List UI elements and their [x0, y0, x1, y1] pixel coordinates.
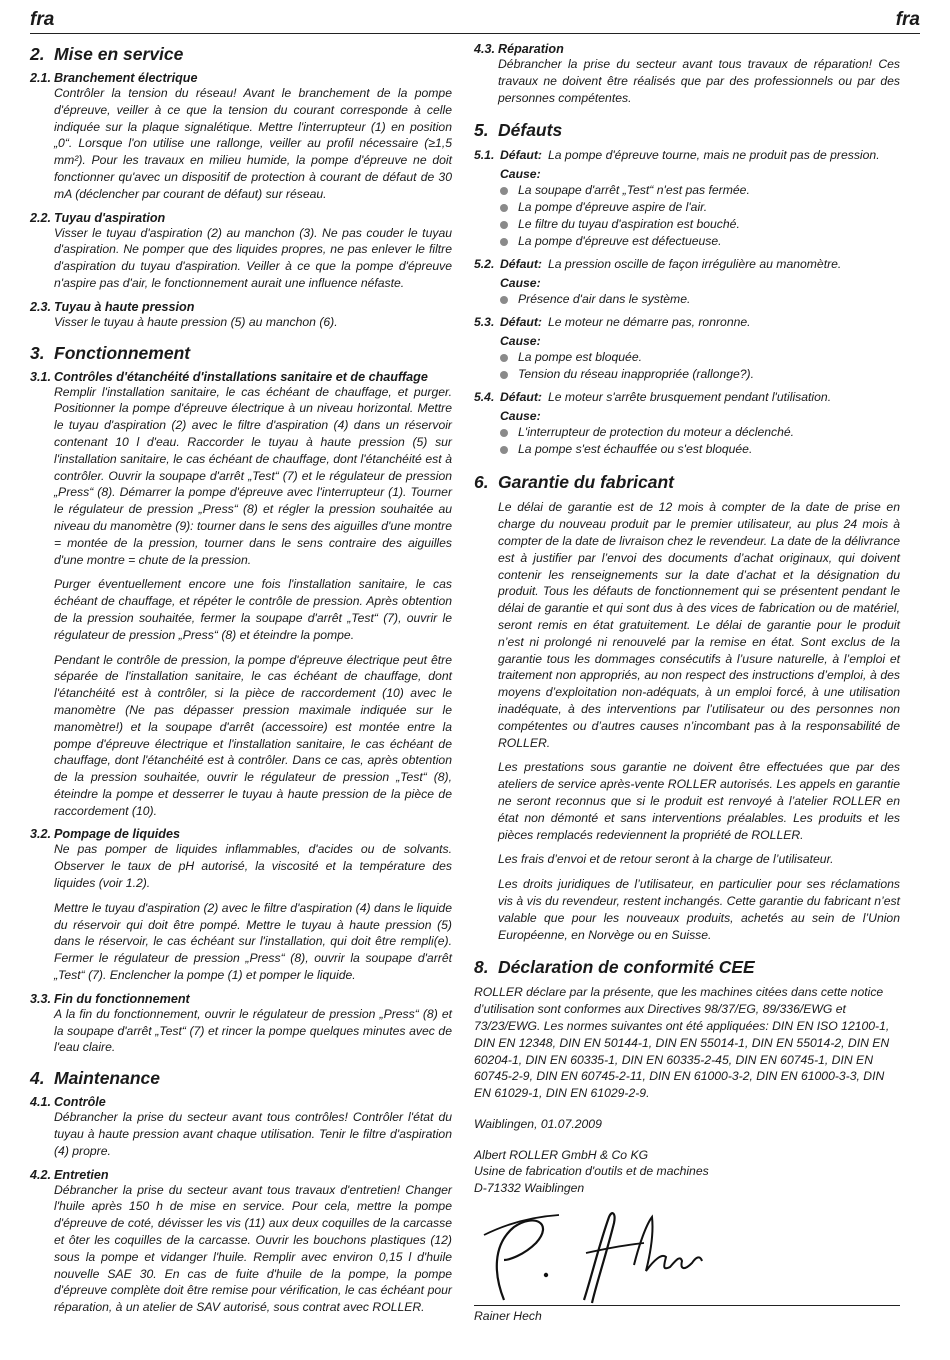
cause-text: La pompe est bloquée. — [518, 350, 642, 365]
section-4-2: 4.2. Entretien Débrancher la prise du secteur avant tous travaux d'entretien! Changer l'huile après 150 h de mise en service. Pour cela, mettre la pompe d'épreuve de coté, dévisser les vis (11) aux deux coquilles de la carcasse et ôter les coquilles de la carcasse. Ouvrir les bouchons plastiques (12) sous la pompe et vidanger l'huile. Remplir avec environ 0,15 l d'huile nouvelle SAE 30. En cas de fuite d'huile de la pompe, la pompe d'épreuve complète doit être remise pour vérification, le cas échéant pour réparation, à un atelier de SAV autorisé, sous contrat avec ROLLER. — [30, 1167, 452, 1315]
section-3-1: 3.1. Contrôles d'étanchéité d'installations sanitaire et de chauffage Remplir l'installation sanitaire, le cas échéant de chauffage, et purger. Positionner la pompe d'épreuve électrique à un niveau horizontal. Mettre le tuyau d'aspiration (2) avec le filtre d'aspiration (4) dans un réservoir contenant 10 l d'eau. Raccorder le tuyau à haute pression (5) sur l'installation sanitaire, le cas échéant de chauffage, dont l'étanchéité est à contrôler. Ouvrir la soupape d'arrêt „Test“ (7) et le régulateur de pression „Press“ (8). Démarrer la pompe d'épreuve avec l'interrupteur (1). Tourner le régulateur de pression „Press“ (8) et régler la pression souhaitée au niveau du manomètre (9): tourner dans le sens des aiguilles d'une montre = montée de la pression, tourner dans le sens contraire des aiguilles d'une montre = chute de la pression. Purger éventuellement encore une fois l'installation sanitaire, le cas échéant de chauffage, et répéter le contrôle de pression. Après obtention de la pression souhaitée, fermer la soupape d'arrêt „Test“ (7), ouvrir le régulateur de pression „Press“ (8) et éteindre la pompe. Pendant le contrôle de pression, la pompe d'épreuve électrique peut être séparée de l'installation sanitaire, le cas échéant de chauffage, dont l'étanchéité est à contrôler, si la pièce de raccordement (10) avec le manomètre (Ne pas dépasser pression maximale indiquée sur le manomètre!) et la soupape d'arrêt (accessoire) est montée entre la pompe d'épreuve électrique et l'installation sanitaire, le cas échéant de chauffage, dont l'étanchéité est à contrôler. Dans ce cas, après obtention de la pression souhaitée, ouvrir le régulateur de pression „Test“ (8), éteindre la pompe et desserrer le tuyau à haute pression de la pièce de raccordement (10). — [30, 369, 452, 818]
cause-item — [500, 349, 900, 366]
cause-text: L'interrupteur de protection du moteur a déclenché. — [518, 425, 795, 440]
section-3-2: 3.2. Pompage de liquides Ne pas pomper de liquides inflammables, d'acides ou de solvants. Observer le taux de pH autorisé, la viscosité et la température des liquides (voir 1.2). Mettre le tuyau d'aspiration (2) avec le filtre d'aspiration (4) dans le liquide du réservoir qui doit être pompé. Mettre le tuyau à haute pression (5) dans le réservoir, le cas échéant sur l'installation, qui doit être rempli(e). Fermer le régulateur de pression „Press“ (8), ouvrir la soupape d'arrêt „Test“ (7). Enclencher la pompe (1) et pomper le liquide. — [30, 827, 452, 983]
section-6-para-4: Les droits juridiques de l’utilisateur, en particulier pour ses réclamations vis à vis du revendeur, restent inchangés. Cette garantie du fabricant n’est valable que pour les nouveaux produits, achetés au sein de l’Union Européenne, en Norvège ou en Suisse. — [498, 877, 900, 942]
cause-text: La pompe d'épreuve est défectueuse. — [518, 234, 722, 249]
section-2-1-title: Branchement électrique — [54, 71, 198, 85]
bullet-icon — [500, 238, 508, 246]
fault-number: 5.2. — [474, 257, 495, 272]
fault-number: 5.4. — [474, 390, 495, 405]
cause-label: Cause: — [500, 276, 541, 291]
section-3-1-title: Contrôles d'étanchéité d'installations sanitaire et de chauffage — [54, 369, 428, 384]
cause-list — [500, 424, 900, 458]
fault-label: Défaut: — [500, 257, 542, 272]
section-6-para-2: Les prestations sous garantie ne doivent être effectuées que par des ateliers de service après-vente ROLLER autorisés. Les appels en garantie ne seront reconnus que si le produit est renvoyé à l’atelier ROLLER en état non démonté et sans interventions préalables. Les produits et les pièces remplacés redeviennent la propriété de ROLLER. — [498, 760, 900, 842]
fault-item — [474, 315, 900, 329]
fault-item — [474, 257, 900, 271]
section-3-2-title: Pompage de liquides — [54, 827, 180, 842]
section-2-heading: 2. Mise en service — [30, 44, 184, 64]
cause-item — [500, 182, 900, 199]
cause-item — [500, 199, 900, 216]
cause-label: Cause: — [500, 334, 541, 349]
company-description: Usine de fabrication d'outils et de machines — [474, 1164, 709, 1179]
section-3-3-text: A la fin du fonctionnement, ouvrir le régulateur de pression „Press“ (8) et la soupape d'arrêt „Test“ (7) et rincer la pompe quelques minutes avec de l'eau claire. — [54, 1006, 452, 1055]
section-6-para-3: Les frais d’envoi et de retour seront à la charge de l’utilisateur. — [498, 852, 834, 867]
cause-list — [500, 291, 900, 308]
section-2-3-text: Visser le tuyau à haute pression (5) au manchon (6). — [54, 314, 338, 329]
section-4-3-title: Réparation — [498, 42, 564, 56]
section-2-3: 2.3. Tuyau à haute pression Visser le tuyau à haute pression (5) au manchon (6). — [30, 300, 452, 331]
fault-label: Défaut: — [500, 148, 542, 163]
fault-label: Défaut: — [500, 315, 542, 330]
section-2-1-text: Contrôler la tension du réseau! Avant le branchement de la pompe d'épreuve, veiller à ce que la tension du courant corresponde à celle indiquée sur la plaque signalétique. Mettre l'interrupteur (1) en position „0“. Lorsque l'on utilise une rallonge, veiller au profil nécessaire (≥1,5 mm²). Pour les travaux en milieu humide, la pompe d'épreuve ne doit fonctionner qu'avec un dispositif de protection à courant de défaut de 30 mA (déclencher par courant de défaut) sur réseau. — [54, 86, 452, 201]
handwritten-signature — [474, 1205, 734, 1305]
cause-label: Cause: — [500, 167, 541, 182]
cause-item — [500, 233, 900, 250]
cause-text: La pompe d'épreuve aspire de l'air. — [518, 200, 708, 215]
section-5-heading: 5. Défauts — [474, 120, 563, 141]
cause-item — [500, 424, 900, 441]
section-2-3-title: Tuyau à haute pression — [54, 299, 195, 314]
fault-item — [474, 148, 900, 162]
section-3-1-para-1: Remplir l'installation sanitaire, le cas échéant de chauffage, et purger. Positionner la pompe d'épreuve électrique à un niveau horizontal. Mettre le tuyau d'aspiration (2) avec le filtre d'aspiration (4) dans un réservoir contenant 10 l d'eau. Raccorder le tuyau à haute pression (5) sur l'installation sanitaire, le cas échéant de chauffage, dont l'étanchéité est à contrôler. Ouvrir la soupape d'arrêt „Test“ (7) et le régulateur de pression „Press“ (8). Démarrer la pompe d'épreuve avec l'interrupteur (1). Tourner le régulateur de pression „Press“ (8) et régler la pression souhaitée au niveau du manomètre (9): tourner dans le sens des aiguilles d'une montre = montée de la pression, tourner dans le sens contraire des aiguilles d'une montre = chute de la pression. — [54, 384, 452, 567]
section-4-1-text: Débrancher la prise du secteur avant tous contrôles! Contrôler l'état du tuyau à haute pression avant chaque utilisation. Tenir le filtre d'aspiration (4) propre. — [54, 1110, 452, 1158]
section-4-1: 4.1. Contrôle Débrancher la prise du secteur avant tous contrôles! Contrôler l'état du tuyau à haute pression avant chaque utilisation. Tenir le filtre d'aspiration (4) propre. — [30, 1095, 452, 1158]
fault-label: Défaut: — [500, 390, 542, 405]
section-2-1: 2.1. Branchement électrique Contrôler la tension du réseau! Avant le branchement de la pompe d'épreuve, veiller à ce que la tension du courant corresponde à celle indiquée sur la plaque signalétique. Mettre l'interrupteur (1) en position „0“. Lorsque l'on utilise une rallonge, veiller au profil nécessaire (≥1,5 mm²). Pour les travaux en milieu humide, la pompe d'épreuve ne doit fonctionner qu'avec un dispositif de protection à courant de défaut de 30 mA (déclencher par courant de défaut) sur réseau. — [30, 71, 452, 201]
fault-description: Le moteur ne démarre pas, ronronne. — [547, 315, 751, 330]
fault-list — [474, 148, 900, 458]
bullet-icon — [500, 371, 508, 379]
bullet-icon — [500, 429, 508, 437]
cause-list — [500, 349, 900, 383]
bullet-icon — [500, 204, 508, 212]
section-2-2-text: Visser le tuyau d'aspiration (2) au manchon (3). Ne pas couder le tuyau d'aspiration. Ne pomper que des liquides propres, ne pas enlever le filtre d'aspiration du tuyau d'aspiration. Veiller à ce que la pompe d'épreuve n'aspire pas d'air, le fonctionnement aurait une influence néfaste. — [54, 225, 452, 290]
section-4-3-text: Débrancher la prise du secteur avant tous travaux de réparation! Ces travaux ne doivent être réalisés que par des professionnels ou par des personnes compétentes. — [498, 57, 900, 105]
section-3-heading: 3. Fonctionnement — [30, 342, 191, 363]
section-6-para-1: Le délai de garantie est de 12 mois à compter de la date de prise en charge du nouveau produit par le premier utilisateur, au plus 24 mois à compter de la date de livraison chez le revendeur. La date de la délivrance est à justifier par l’envoi des documents d’achat originaux, qui doivent contenir les renseignements sur la date d’achat et la désignation du produit. Tous les défauts de fonctionnement qui se présentent pendant le délai de garantie et qui sont dus à des vices de fabrication ou de matériel, seront remis en état gratuitement. Le délai de garantie pour le produit n’est ni prolongé ni renouvelé par la remise en état. Sont exclus de la garantie tous les dommages consécutifs à l’usure naturelle, à l’emploi et traitement non appropriés, au non respect des instructions d’emploi, à des moyens d’exploitation non-adéquats, à un emploi forcé, à une utilisation inadéquate, à des interventions par l’utilisateur ou des personnes non compétentes ou d’autres causes n’incombant pas à la responsabilité de ROLLER. — [498, 500, 900, 750]
bullet-icon — [500, 221, 508, 229]
bullet-icon — [500, 296, 508, 304]
left-column — [30, 40, 452, 1324]
company-address: D-71332 Waiblingen — [474, 1181, 585, 1196]
cause-item — [500, 291, 900, 308]
section-4-2-text: Débrancher la prise du secteur avant tous travaux d'entretien! Changer l'huile après 150 h de mise en service. Pour cela, mettre la pompe d'épreuve de coté, dévisser les vis (11) aux deux coquilles de la carcasse et ôter les coquilles de la carcasse. Ouvrir les bouchons plastiques (12) sous la pompe et vidanger l'huile. Remplir avec environ 0,15 l d'huile nouvelle SAE 30. En cas de fuite d'huile de la pompe, la pompe d'épreuve complète doit être remise pour vérification, le cas échéant pour réparation, à un atelier de SAV autorisé, sous contrat avec ROLLER. — [54, 1182, 452, 1315]
cause-item — [500, 366, 900, 383]
cause-label: Cause: — [500, 409, 541, 424]
cause-item — [500, 441, 900, 458]
fault-number: 5.1. — [474, 148, 495, 163]
section-3-1-para-2: Purger éventuellement encore une fois l'installation sanitaire, le cas échéant de chauffage, et répéter le contrôle de pression. Après obtention de la pression souhaitée, fermer la soupape d'arrêt „Test“ (7), ouvrir le régulateur de pression „Press“ (8) et éteindre la pompe. — [54, 577, 452, 642]
company-name: Albert ROLLER GmbH & Co KG — [474, 1147, 649, 1162]
cause-text: Tension du réseau inappropriée (rallonge?). — [518, 367, 755, 382]
fault-description: La pression oscille de façon irrégulière au manomètre. — [547, 257, 842, 272]
place-date: Waiblingen, 01.07.2009 — [474, 1116, 602, 1131]
section-4-2-title: Entretien — [54, 1167, 109, 1182]
signatory-name: Rainer Hech — [474, 1309, 542, 1324]
section-2-2: 2.2. Tuyau d'aspiration Visser le tuyau d'aspiration (2) au manchon (3). Ne pas couder le tuyau d'aspiration. Ne pomper que des liquides propres, ne pas enlever le filtre d'aspiration du tuyau d'aspiration. Veiller à ce que la pompe d'épreuve n'aspire pas d'air, le fonctionnement aurait une influence néfaste. — [30, 210, 452, 290]
cause-text: Présence d'air dans le système. — [518, 292, 691, 307]
bullet-icon — [500, 187, 508, 195]
fault-description: La pompe d'épreuve tourne, mais ne produit pas de pression. — [547, 148, 880, 163]
right-column — [474, 40, 900, 1325]
fault-item — [474, 390, 900, 404]
fault-description: Le moteur s'arrête brusquement pendant l'utilisation. — [547, 390, 832, 405]
section-6-heading: 6. Garantie du fabricant — [474, 472, 675, 493]
section-3-1-para-3: Pendant le contrôle de pression, la pompe d'épreuve électrique peut être séparée de l'installation sanitaire, le cas échéant de chauffage, dont l'étanchéité est à contrôler, si la pièce de raccordement (10) avec le manomètre (Ne pas dépasser pression maximale indiquée sur le manomètre!) et la soupape d'arrêt (accessoire) est montée entre la pompe d'épreuve électrique et l'installation sanitaire, le cas échéant de chauffage, dont l'étanchéité est à contrôler. Dans ce cas, après obtention de la pression souhaitée, ouvrir le régulateur de pression „Test“ (8), éteindre la pompe et desserrer le tuyau à haute pression de la pièce de raccordement (10). — [54, 652, 452, 818]
section-4-3: 4.3. Réparation Débrancher la prise du secteur avant tous travaux de réparation! Ces travaux ne doivent être réalisés que par des professionnels ou par des personnes compétentes. — [474, 42, 900, 105]
section-8-heading: 8. Déclaration de conformité CEE — [474, 957, 755, 978]
section-4-1-title: Contrôle — [54, 1095, 106, 1110]
section-2-2-title: Tuyau d'aspiration — [54, 210, 166, 225]
language-code-right: fra — [895, 9, 920, 30]
language-code-left: fra — [30, 9, 55, 30]
signature — [474, 1205, 900, 1305]
cause-text: Le filtre du tuyau d'aspiration est bouché. — [518, 217, 740, 232]
cause-item — [500, 216, 900, 233]
section-3-3-title: Fin du fonctionnement — [54, 991, 190, 1006]
section-4-heading: 4. Maintenance — [30, 1068, 160, 1089]
section-8-text: ROLLER déclare par la présente, que les machines citées dans cette notice d’utilisation sont conformes aux Directives 98/37/EG, 89/336/EWG et 73/23/EWG. Les normes suivantes ont été appliquées: DIN EN ISO 12100-1, DIN EN 12348, DIN EN 50144-1, DIN EN 55014-1, DIN EN 55014-2, DIN EN 60204-1, DIN EN 60335-1, DIN EN 60335-2-45, DIN EN 60745-1, DIN EN 60745-2-9, DIN EN 60745-2-11, DIN EN 61000-3-2, DIN EN 61000-3-3, DIN EN 61029-1, DIN EN 61029-2-9. — [474, 985, 890, 1101]
page-header — [30, 8, 920, 34]
bullet-icon — [500, 446, 508, 454]
bullet-icon — [500, 354, 508, 362]
signature-line — [474, 1305, 900, 1306]
fault-number: 5.3. — [474, 315, 495, 330]
section-3-2-para-1: Ne pas pomper de liquides inflammables, d'acides ou de solvants. Observer le taux de pH autorisé, la viscosité et la température des liquides (voir 1.2). — [54, 842, 452, 891]
section-3-2-para-2: Mettre le tuyau d'aspiration (2) avec le filtre d'aspiration (4) dans le liquide du réservoir qui doit être pompé. Mettre le tuyau à haute pression (5) dans le réservoir, le cas échéant sur l'installation, qui doit être rempli(e). Fermer le régulateur de pression „Press“ (8), ouvrir la soupape d'arrêt „Test“ (7). Enclencher la pompe (1) et pomper le liquide. — [54, 900, 452, 983]
section-3-3: 3.3. Fin du fonctionnement A la fin du fonctionnement, ouvrir le régulateur de pression „Press“ (8) et la soupape d'arrêt „Test“ (7) et rincer la pompe quelques minutes avec de l'eau claire. — [30, 991, 452, 1055]
cause-text: La soupape d'arrêt „Test“ n'est pas fermée. — [518, 183, 750, 198]
cause-list — [500, 182, 900, 250]
cause-text: La pompe s'est échauffée ou s'est bloquée. — [518, 442, 753, 457]
